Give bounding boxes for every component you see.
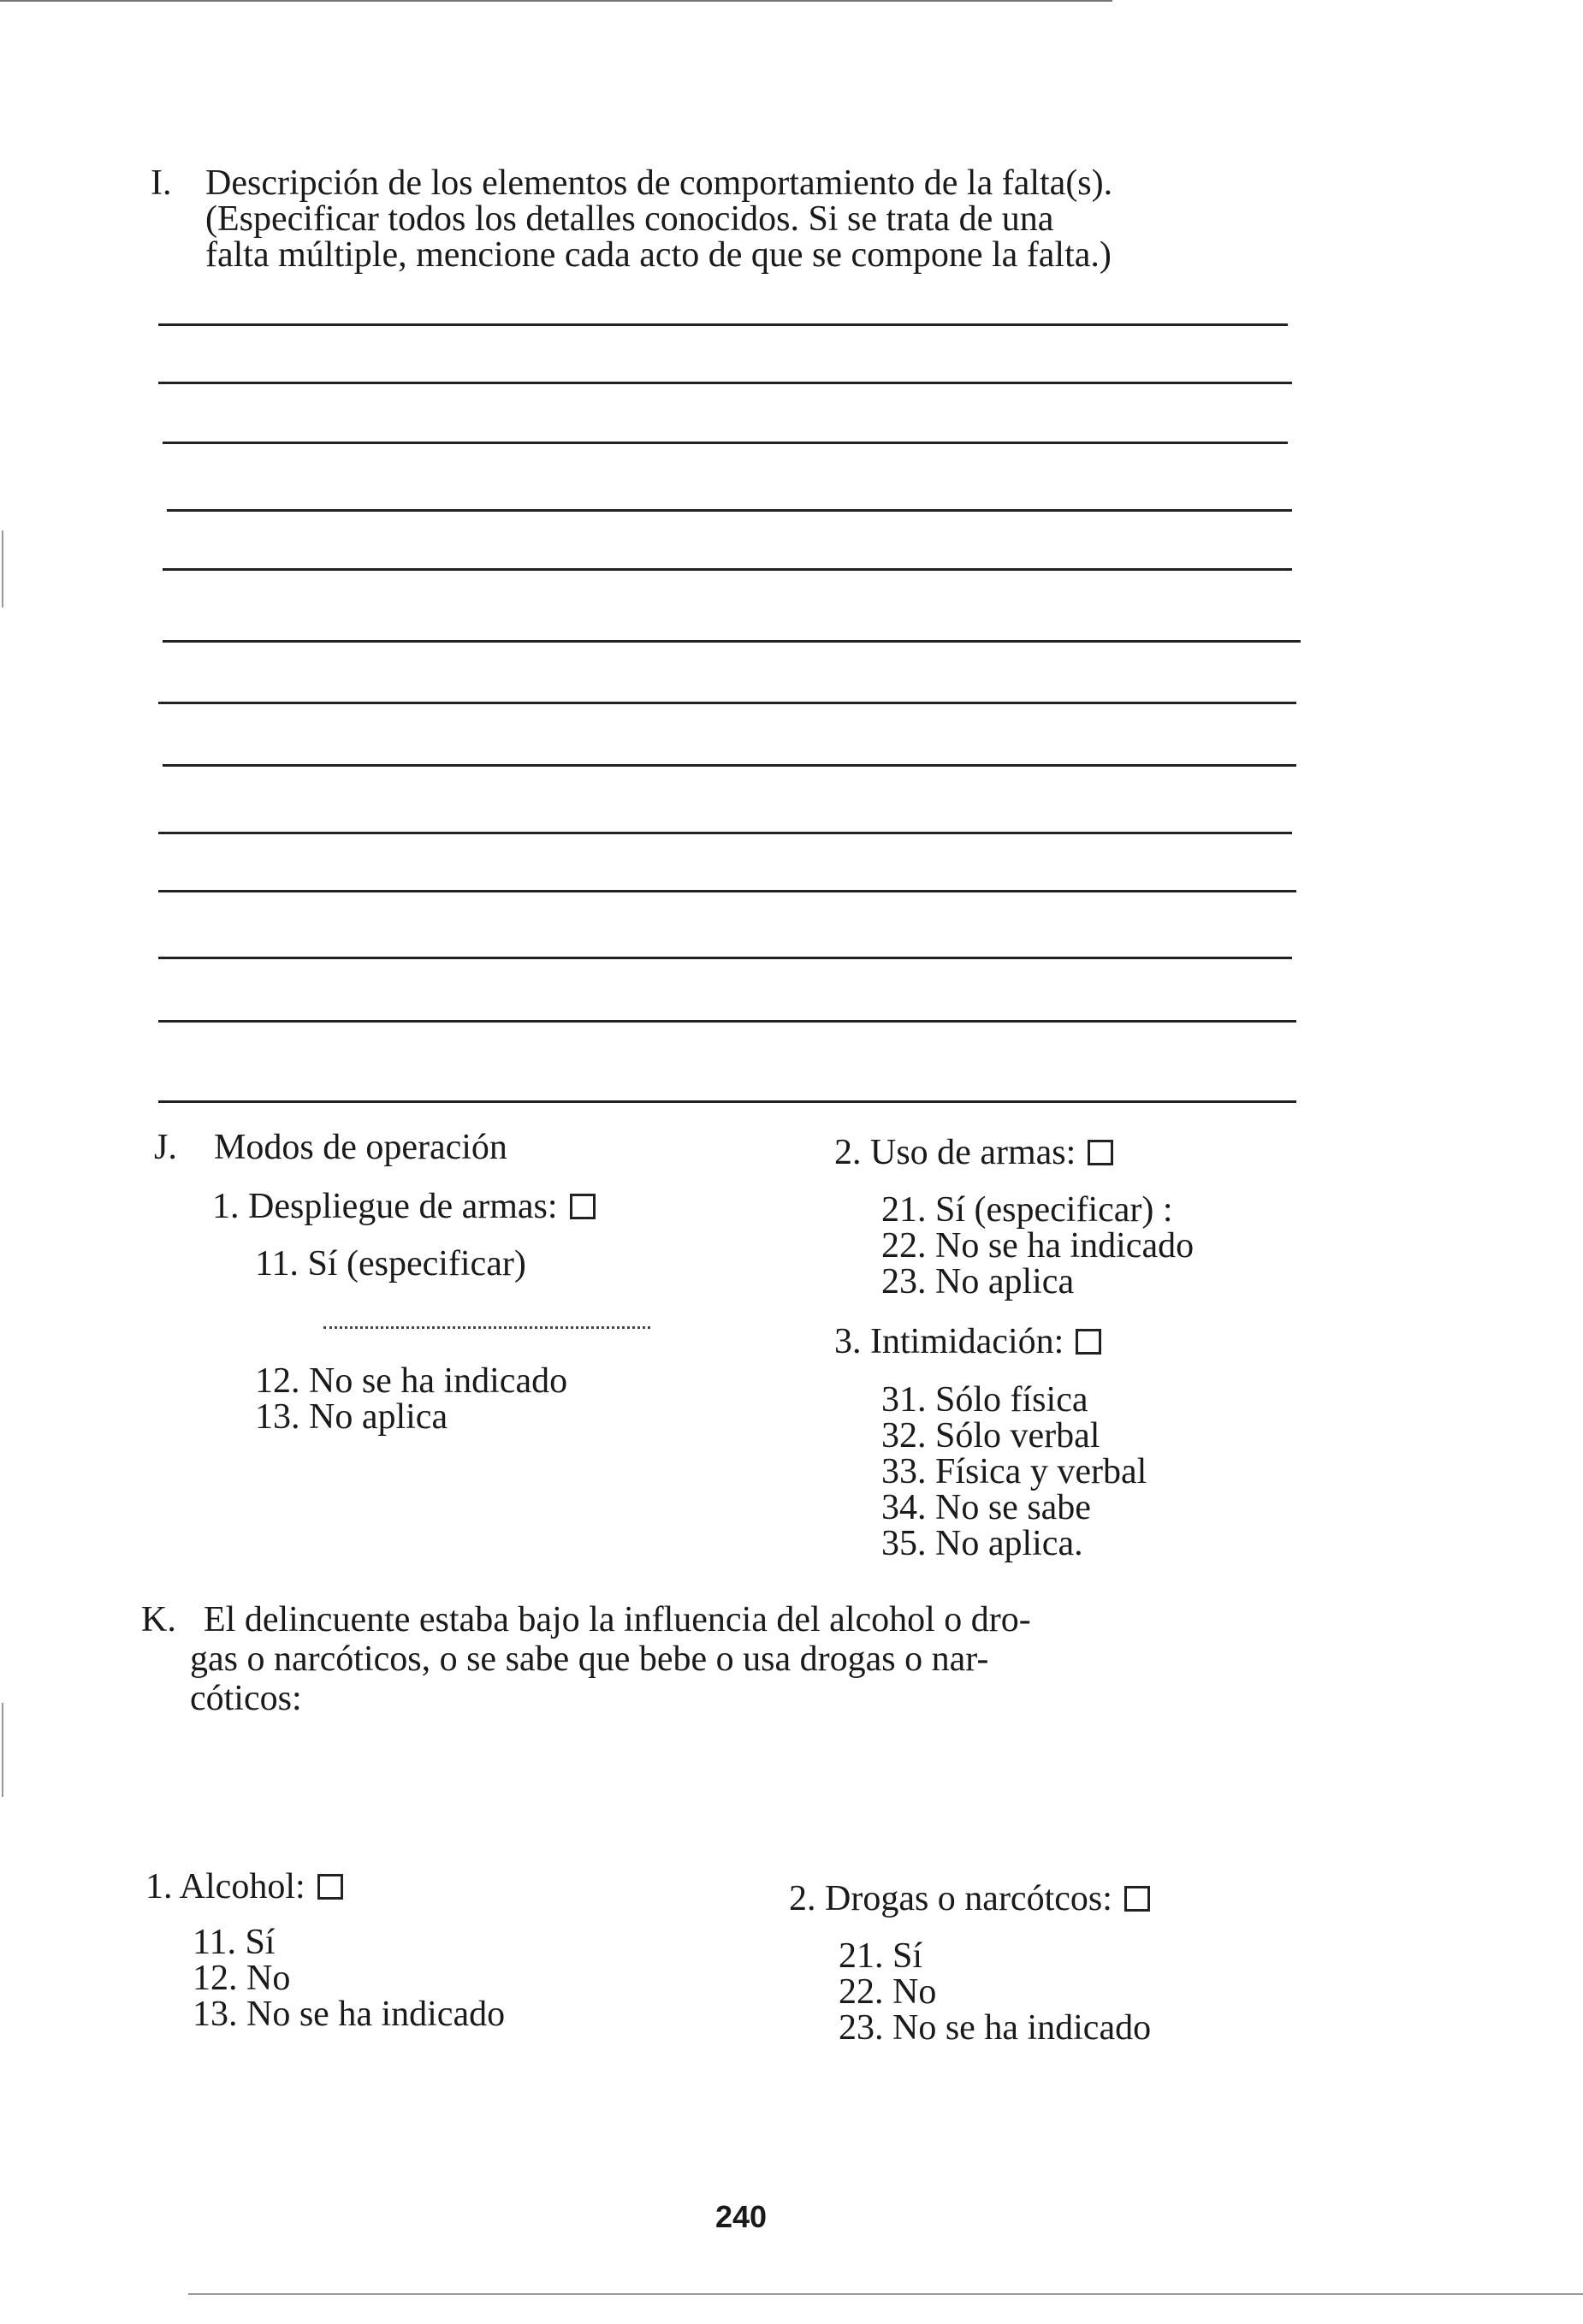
option-item: 33. Física y verbal: [881, 1452, 1147, 1491]
write-in-line[interactable]: [158, 1100, 1296, 1103]
option-item: 23. No se ha indicado: [839, 2008, 1152, 2048]
drugs-checkbox[interactable]: [1124, 1886, 1150, 1912]
weapons-use-label: 2. Uso de armas:: [834, 1133, 1076, 1172]
section-j-letter: J.: [154, 1128, 177, 1167]
option-item: 32. Sólo verbal: [881, 1416, 1100, 1455]
option-item: 11. Sí: [193, 1923, 276, 1962]
write-in-line[interactable]: [158, 832, 1292, 834]
drugs-question: [789, 1881, 1150, 1917]
alcohol-label: 1. Alcohol:: [145, 1867, 305, 1906]
drugs-label: 2. Drogas o narcótcos:: [789, 1879, 1112, 1918]
write-in-line[interactable]: [158, 323, 1288, 326]
margin-mark: [2, 1703, 3, 1797]
section-k-heading-line: gas o narcóticos, o se sabe que bebe o usa drogas o nar-: [190, 1639, 989, 1679]
option-item: 21. Sí: [839, 1936, 923, 1976]
section-k-letter: K.: [141, 1600, 176, 1639]
option-item: 12. No se ha indicado: [255, 1361, 568, 1401]
option-item: 34. No se sabe: [881, 1488, 1091, 1527]
margin-mark: [2, 531, 3, 608]
option-item: 13. No aplica: [255, 1397, 448, 1437]
intimidation-checkbox[interactable]: [1076, 1329, 1101, 1355]
alcohol-question: [145, 1869, 343, 1905]
write-in-line[interactable]: [163, 640, 1301, 643]
option-item: 21. Sí (especificar) :: [881, 1190, 1173, 1230]
bottom-border-rule: [188, 2293, 1583, 2295]
option-item: 35. No aplica.: [881, 1524, 1083, 1563]
option-item: 12. No: [193, 1959, 291, 1998]
weapons-display-question: [212, 1189, 596, 1224]
write-in-line[interactable]: [158, 890, 1296, 892]
section-j-title: Modos de operación: [214, 1128, 507, 1167]
write-in-line[interactable]: [158, 382, 1292, 384]
option-item: 22. No se ha indicado: [881, 1226, 1195, 1266]
option-item: 23. No aplica: [881, 1262, 1075, 1301]
specify-dotted-line[interactable]: [323, 1326, 650, 1329]
weapons-display-checkbox[interactable]: [570, 1194, 596, 1219]
write-in-line[interactable]: [167, 509, 1292, 512]
alcohol-checkbox[interactable]: [317, 1874, 343, 1900]
option-item: 13. No se ha indicado: [193, 1995, 506, 2034]
option-item: 11. Sí (especificar): [255, 1244, 526, 1284]
intimidation-label: 3. Intimidación:: [834, 1322, 1064, 1361]
top-border-rule: [0, 0, 1112, 2]
section-i-heading-line: Descripción de los elementos de comportamiento de la falta(s).: [205, 163, 1113, 203]
write-in-line[interactable]: [158, 702, 1296, 704]
section-i-heading-line: falta múltiple, mencione cada acto de que se compone la falta.): [205, 235, 1112, 275]
weapons-display-label: 1. Despliegue de armas:: [212, 1187, 558, 1226]
option-item: 31. Sólo física: [881, 1380, 1088, 1420]
write-in-line[interactable]: [158, 957, 1292, 959]
page-number: 240: [715, 2199, 768, 2234]
option-item: 22. No: [839, 1972, 937, 2012]
write-in-line[interactable]: [163, 764, 1296, 767]
weapons-use-checkbox[interactable]: [1088, 1140, 1113, 1165]
write-in-line[interactable]: [163, 442, 1288, 444]
write-in-line[interactable]: [163, 568, 1292, 571]
section-k-heading-line: El delincuente estaba bajo la influencia del alcohol o dro-: [204, 1600, 1031, 1639]
weapons-use-question: [834, 1135, 1113, 1171]
intimidation-question: [834, 1324, 1101, 1360]
write-in-line[interactable]: [158, 1020, 1296, 1023]
section-k-heading-line: cóticos:: [190, 1679, 302, 1718]
section-i-heading-line: (Especificar todos los detalles conocidos. Si se trata de una: [205, 199, 1054, 239]
section-i-letter: I.: [151, 163, 172, 203]
